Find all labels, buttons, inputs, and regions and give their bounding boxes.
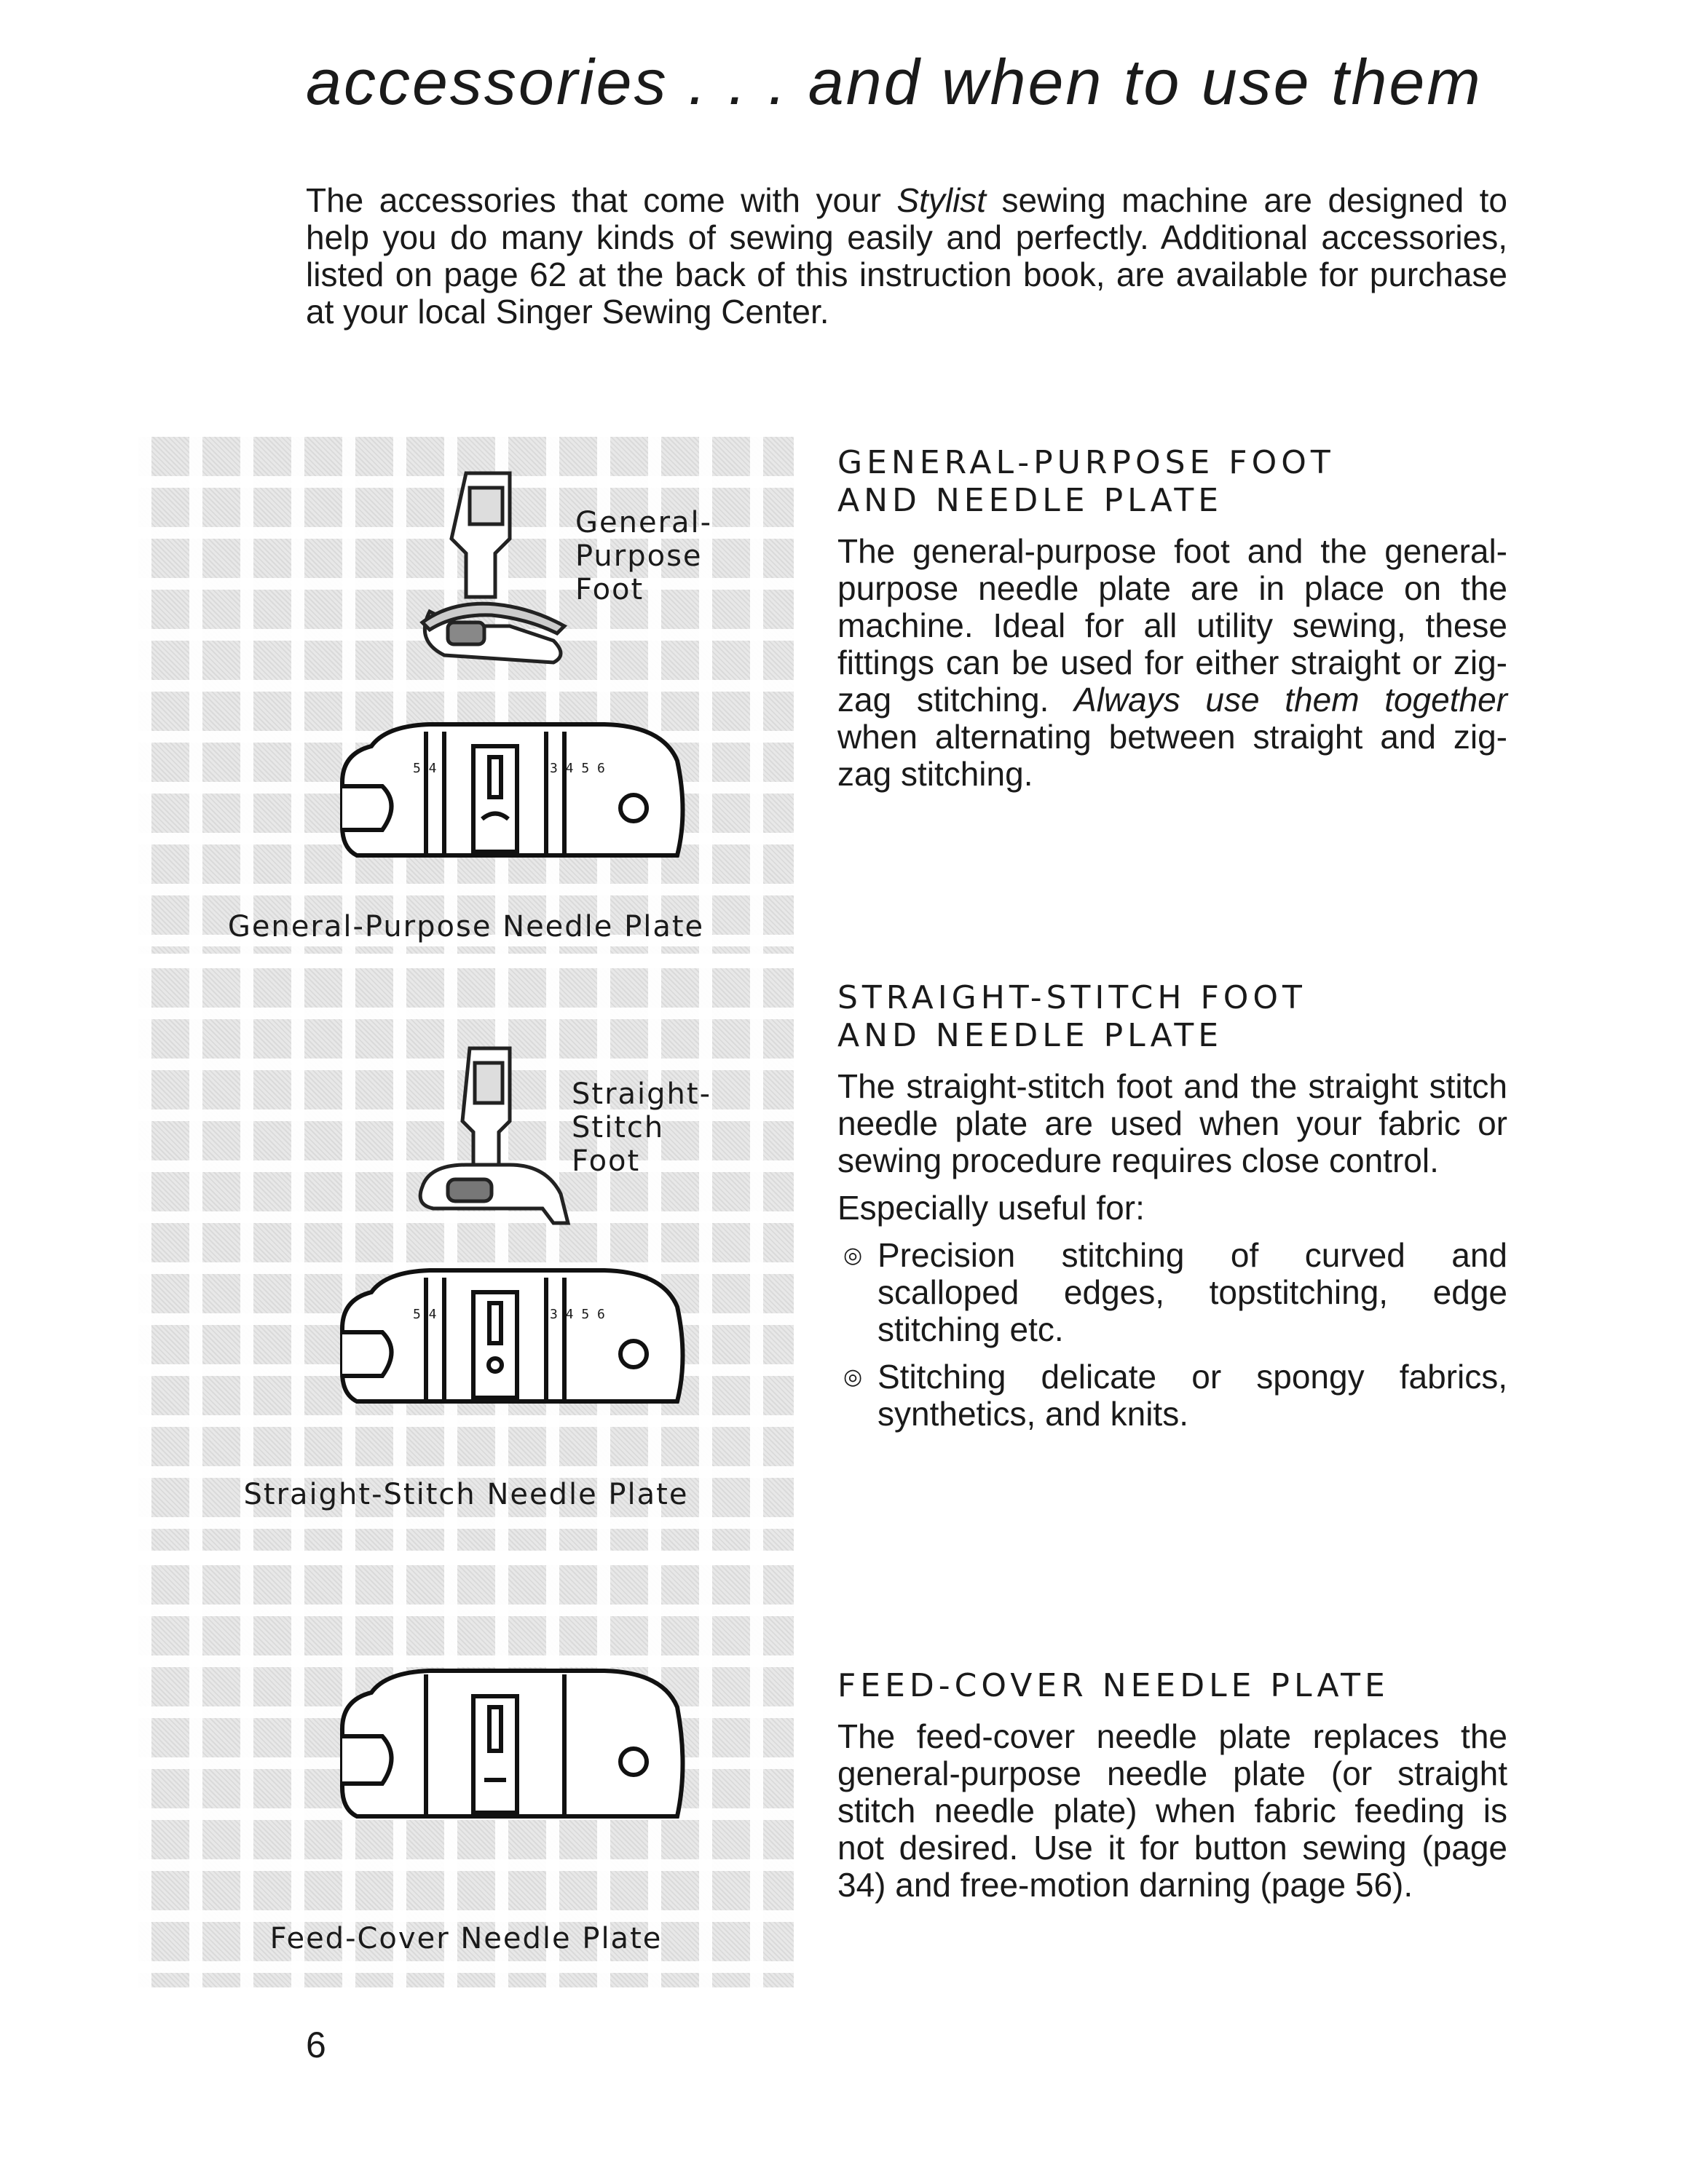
foot-label-line: Foot [575,573,644,606]
description-text: The general-purpose foot and the general-purpose needle plate are in place on the machine. Ideal for all utility sewing, these fittings can be used for either straight or zig-zag stitching. [837,532,1507,719]
heading-line: GENERAL-PURPOSE FOOT [837,444,1335,481]
plate-scale-left: 5 4 [413,1307,437,1322]
description-emphasis: Always use them together [1074,681,1507,719]
intro-text-start: The accessories that come with your [306,181,897,219]
bullet-icon: ◎ [843,1243,863,1267]
feed-cover-description: The feed-cover needle plate replaces the general-purpose needle plate (or straight stitch needle plate) when fabric feeding is not desired. Use it for button sewing (page 34) and free-motion darning (page 56). [837,1717,1507,1904]
heading-line: STRAIGHT-STITCH FOOT [837,979,1306,1016]
intro-text-end: sewing machine are designed to help you do many kinds of sewing easily and perfectly. Additional accessories, listed on page 62 at the back of this instruction book, are available for purchase at your local Singer Sewing Center. [306,181,1507,331]
foot-label-line: Purpose [575,539,703,573]
foot-label-line: Straight- [572,1077,712,1111]
general-purpose-plate-caption: General-Purpose Needle Plate [227,910,705,943]
list-item-text: Precision stitching of curved and scalloped edges, topstitching, edge stitching etc. [877,1236,1507,1348]
straight-stitch-heading [837,979,1507,1055]
foot-label-line: Foot [572,1144,641,1178]
foot-label-line: Stitch [572,1111,665,1144]
general-purpose-foot-label [575,506,712,606]
straight-stitch-foot-icon [408,1041,575,1245]
straight-stitch-needle-plate-icon [328,1263,692,1423]
straight-stitch-illustration-panel [138,968,794,1551]
plate-scale-right: 3 4 5 6 [550,1307,605,1322]
bullet-icon: ◎ [843,1365,863,1389]
plate-scale-right: 3 4 5 6 [550,761,605,776]
feed-cover-plate-caption: Feed-Cover Needle Plate [269,1922,663,1955]
general-purpose-section [837,444,1507,793]
straight-stitch-plate-caption: Straight-Stitch Needle Plate [243,1478,689,1511]
list-item [837,1237,1507,1348]
list-item [837,1358,1507,1433]
straight-stitch-section [837,979,1507,1433]
heading-line: AND NEEDLE PLATE [837,482,1223,519]
straight-stitch-description: The straight-stitch foot and the straight stitch needle plate are used when your fabric or sewing procedure requires close control. [837,1067,1507,1179]
description-text: when alternating between straight and zig-zag stitching. [837,718,1507,793]
page-number: 6 [306,2025,326,2065]
feed-cover-section [837,1667,1507,1904]
page-title: accessories . . . and when to use them [306,46,1483,118]
foot-label-line: General- [575,506,713,539]
feed-cover-heading: FEED-COVER NEEDLE PLATE [837,1667,1389,1704]
plate-scale-left: 5 4 [413,761,437,776]
intro-paragraph [306,182,1507,331]
general-purpose-description [837,533,1507,793]
general-purpose-heading [837,444,1507,520]
especially-useful-intro: Especially useful for: [837,1189,1145,1227]
feed-cover-illustration-panel [138,1565,794,1987]
heading-line: AND NEEDLE PLATE [837,1017,1223,1054]
useful-for-list [837,1237,1507,1433]
feed-cover-needle-plate-icon [328,1663,692,1835]
general-purpose-needle-plate-icon [328,717,692,877]
list-item-text: Stitching delicate or spongy fabrics, synthetics, and knits. [877,1358,1507,1433]
straight-stitch-foot-label [572,1077,711,1178]
intro-brand-name: Stylist [896,181,987,219]
general-purpose-illustration-panel [138,437,794,954]
general-purpose-foot-icon [408,466,568,677]
